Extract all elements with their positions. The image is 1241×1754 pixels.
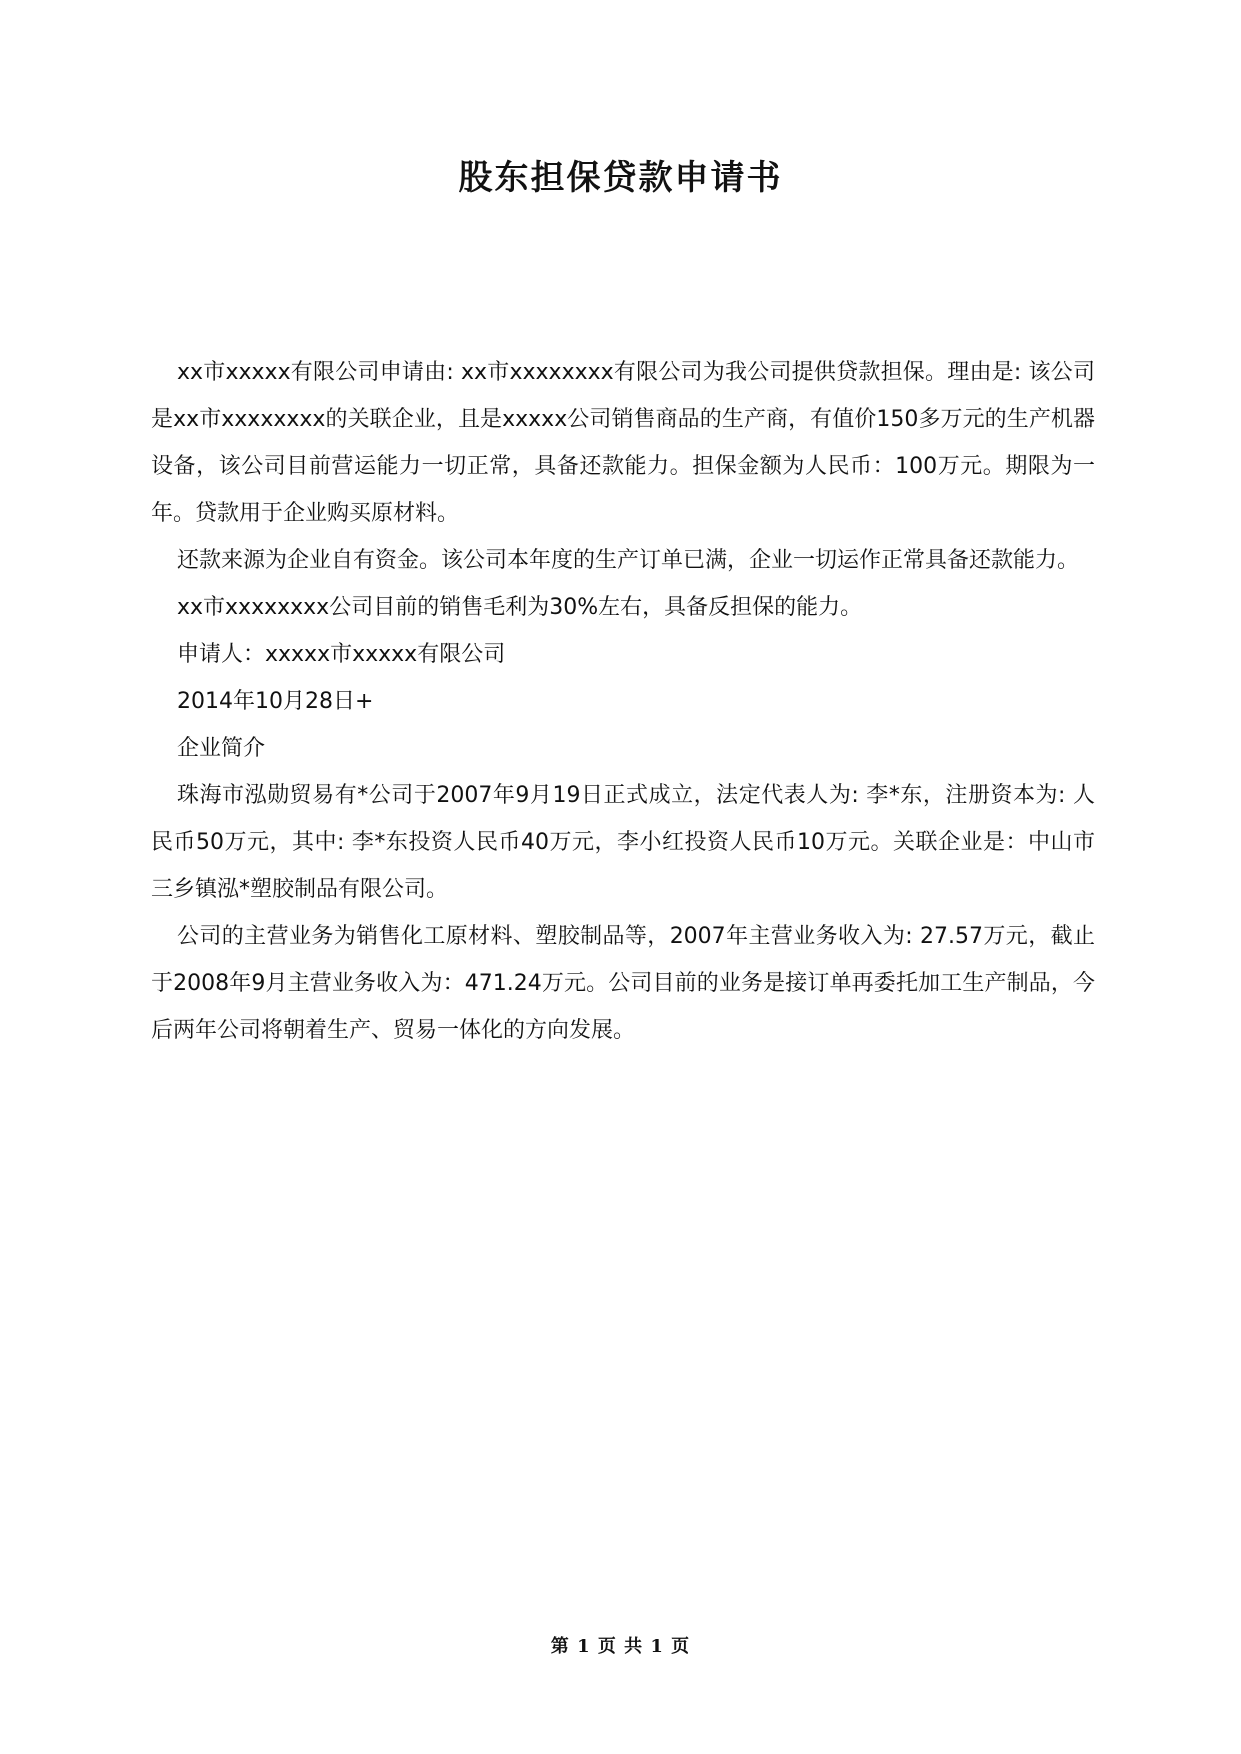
page-number: 第 1 页 共 1 页 <box>550 1636 691 1657</box>
paragraph-application: xx市xxxxx有限公司申请由: xx市xxxxxxxx有限公司为我公司提供贷款担保。理由是: 该公司是xx市xxxxxxxx的关联企业，且是xxxxx公司销售商品的生产商，有值价150多万元的生产机器设备，该公司目前营运能力一切正常，具备还款能力。担保金额为人民币：100万元。期限为一年。贷款用于企业购买原材料。 <box>151 360 1095 526</box>
document-body <box>151 349 1095 1054</box>
paragraph-date: 2014年10月28日+ <box>177 689 374 714</box>
paragraph-company-intro-heading: 企业简介 <box>177 736 266 761</box>
paragraph-business: 公司的主营业务为销售化工原材料、塑胶制品等，2007年主营业务收入为: 27.57万元，截止于2008年9月主营业务收入为：471.24万元。公司目前的业务是接订单再委托加工生产制品，今后两年公司将朝着生产、贸易一体化的方向发展。 <box>151 924 1095 1043</box>
paragraph-repayment-source: 还款来源为企业自有资金。该公司本年度的生产订单已满，企业一切运作正常具备还款能力。 <box>177 548 1080 573</box>
paragraph-applicant: 申请人：xxxxx市xxxxx有限公司 <box>177 642 506 667</box>
paragraph-company-info: 珠海市泓勋贸易有*公司于2007年9月19日正式成立，法定代表人为: 李*东，注册资本为: 人民币50万元，其中: 李*东投资人民币40万元，李小红投资人民币10万元。关联企业是：中山市三乡镇泓*塑胶制品有限公司。 <box>151 783 1095 902</box>
document-title: 股东担保贷款申请书 <box>458 158 783 198</box>
paragraph-counter-guarantee: xx市xxxxxxxx公司目前的销售毛利为30%左右，具备反担保的能力。 <box>177 595 863 620</box>
